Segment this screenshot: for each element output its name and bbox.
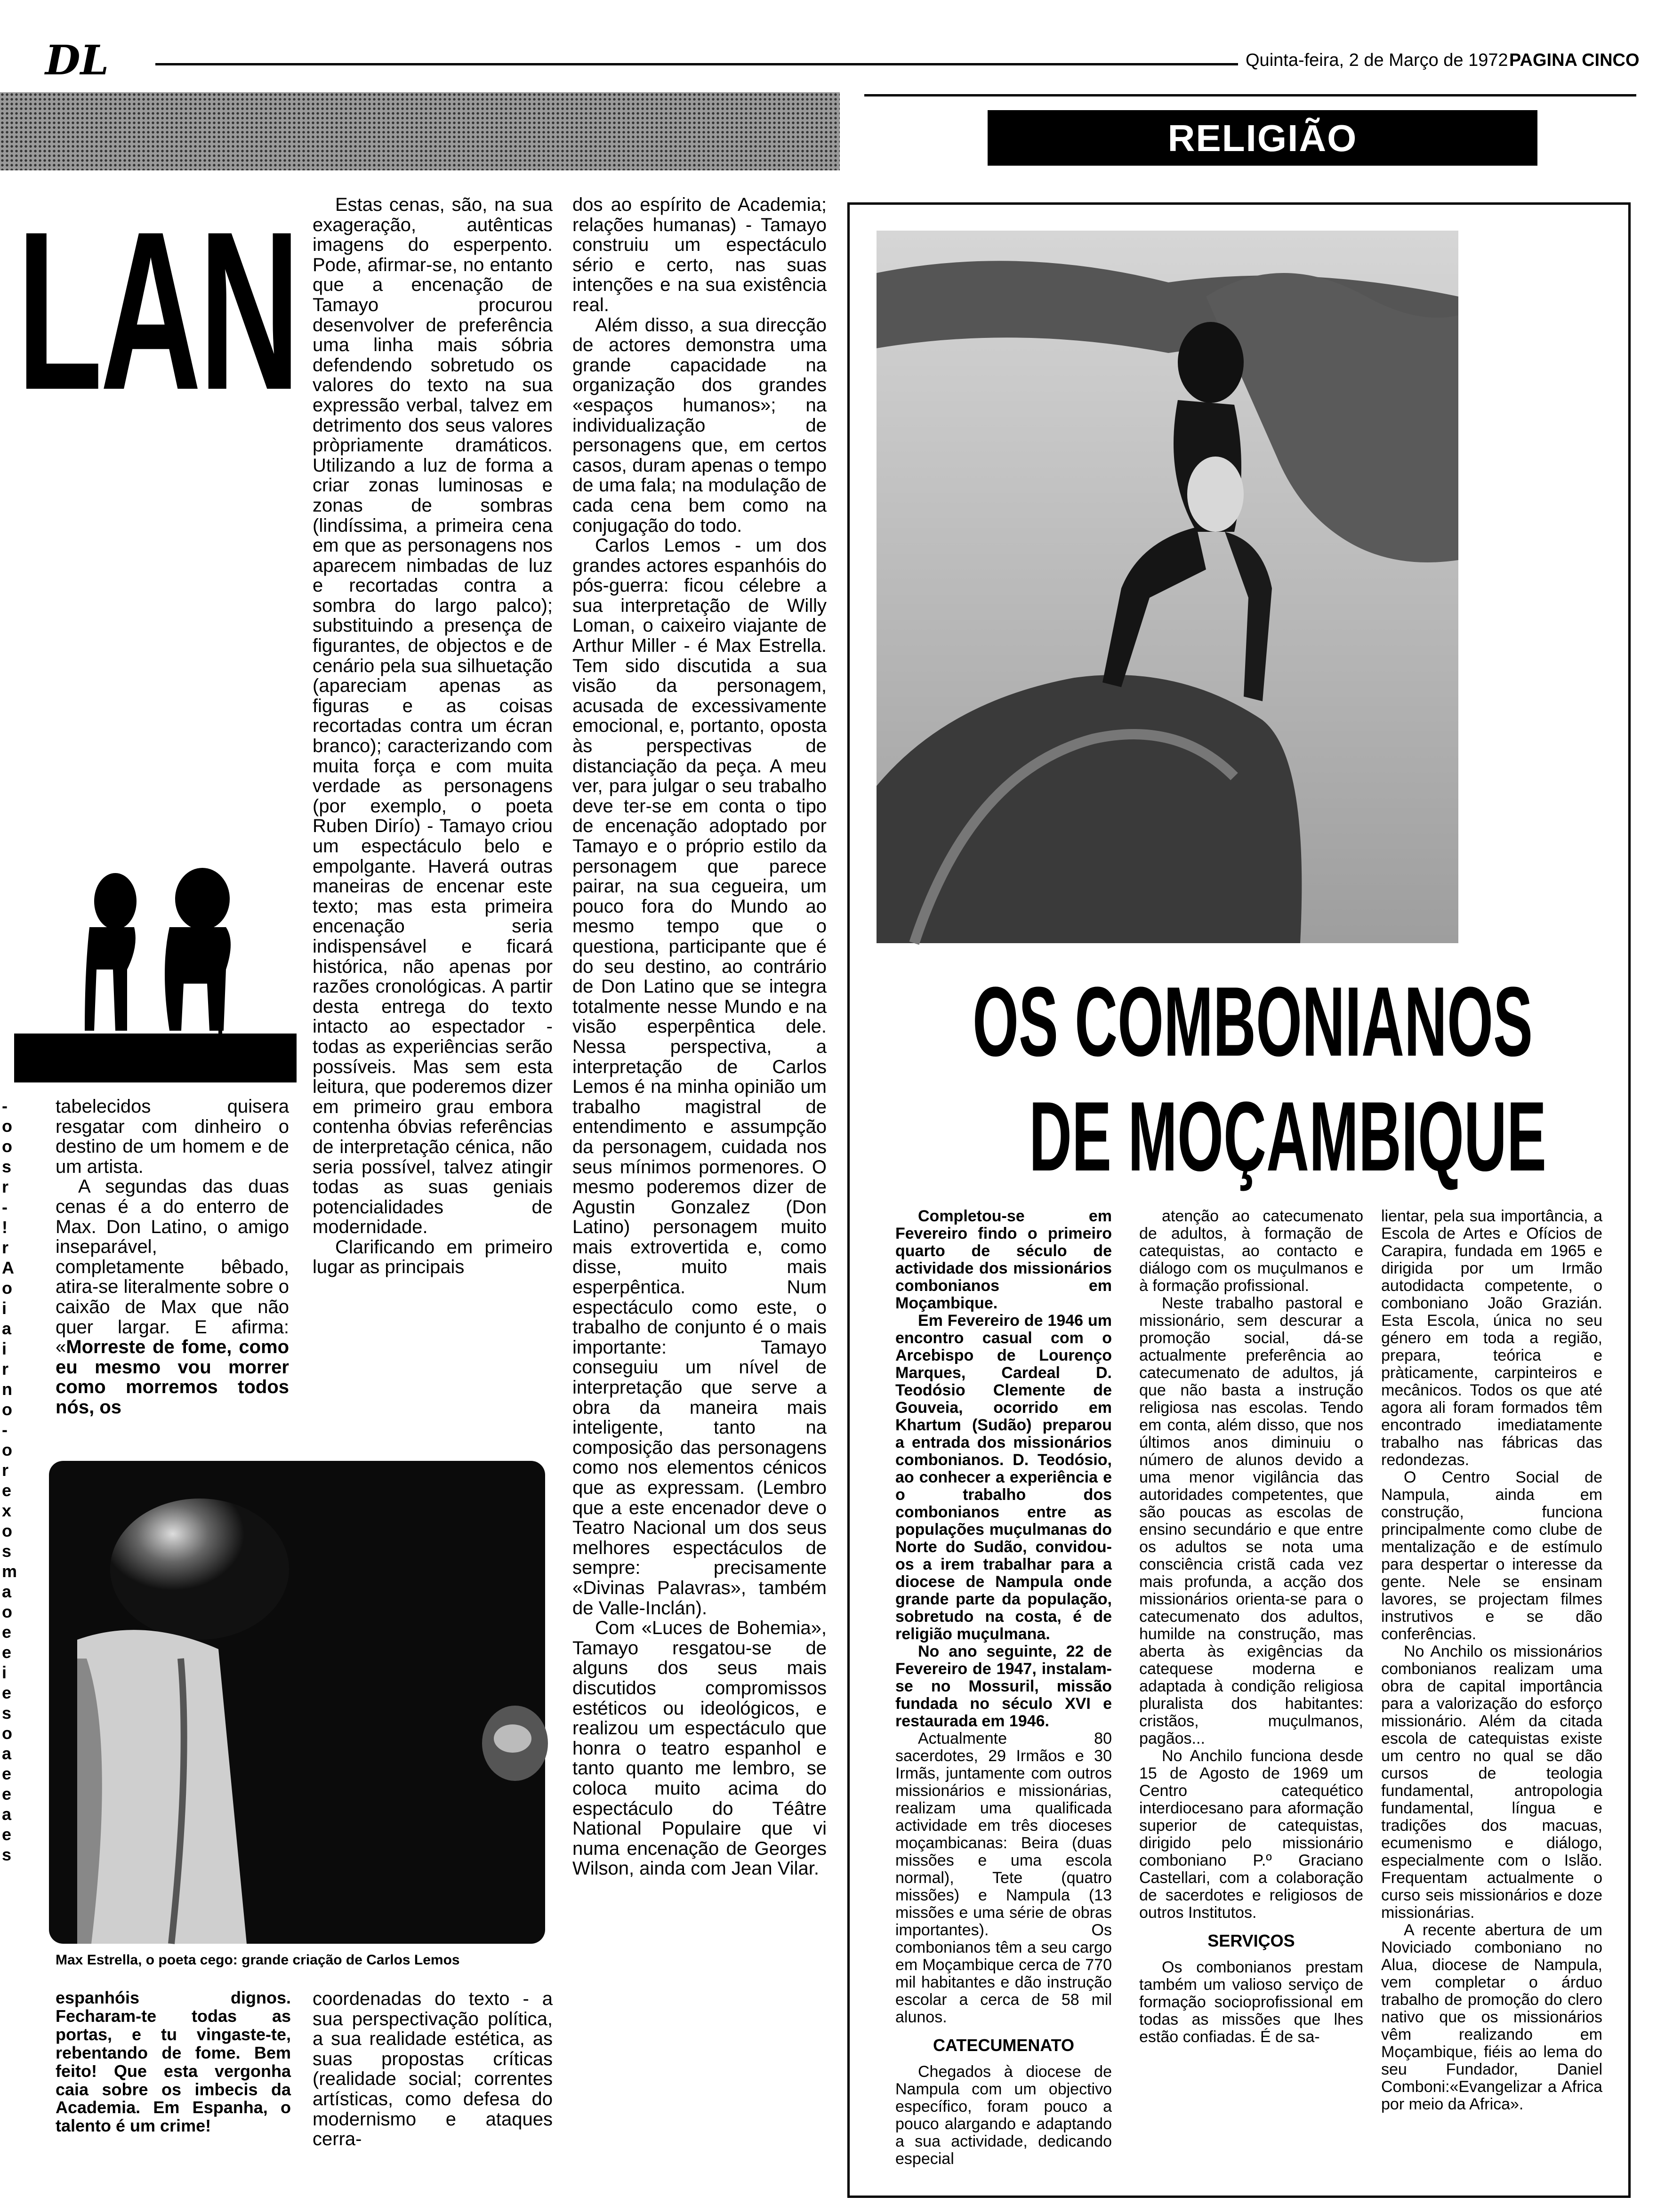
- left-col3-para-2: Além disso, a sua direcção de actores demonstra uma grande capacidade na organização dos grandes «espaços humanos»; na individualização de personagens que, em certos casos, duram apenas o tempo de uma fala; na modulação de cada cena bem como na conjugação do todo.: [572, 314, 827, 536]
- edge-fragment-char: a: [2, 1744, 12, 1763]
- right-col3-para-3: No Anchilo os missionários combonianos realizam uma obra de capital importância para a valorização do esforço missionário. Além da citada escola de catequistas existe um centro no qual se dão cursos de teologia fundamental, antropologia fundamental, língua e tradições dos macuas, ecumenismo e diálogo, especialmente com o Islão. Frequentam actualmente o curso seis missionários e doze missionárias.: [1381, 1643, 1602, 1922]
- edge-fragment-char: e: [2, 1764, 12, 1783]
- edge-fragment-char: s: [2, 1157, 12, 1176]
- edge-fragment-char: o: [2, 1400, 12, 1419]
- left-col1-para-2: A segundas das duas cenas é a do enterro de Max. Don Latino, o amigo inseparável, completamente bêbado, atira-se literalmente sobre o caixão de Max que não quer largar. E afirma: «Morreste de fome, como eu mesmo vou morrer como morremos todos nós, os: [56, 1176, 289, 1418]
- left-col2-bottom: coordenadas do texto - a sua perspectivação política, a sua realidade estética, as suas propostas críticas (realidade social; correntes artísticas, como defesa do modernismo e ataques cerra-: [313, 1988, 553, 2150]
- masthead-date: Quinta-feira, 2 de Março de 1972: [1246, 50, 1508, 70]
- edge-fragment-char: r: [2, 1460, 9, 1480]
- edge-fragment-char: o: [2, 1278, 12, 1298]
- edge-fragment-char: e: [2, 1481, 12, 1500]
- theatre-silhouette-photo: [14, 640, 297, 1082]
- left-col2-para-2: Clarificando em primeiro lugar as principais: [313, 1236, 553, 1278]
- edge-fragment-char: r: [2, 1359, 9, 1378]
- edge-fragment-char: -: [2, 1420, 8, 1439]
- left-col1-bottom: espanhóis dignos. Fecharam-te todas as portas, e tu vingaste-te, rebentando de fome. Bem feito! Que esta vergonha caia sobre os imbecis da Academia. Em Espanha, o talento é um crime!: [56, 1988, 291, 2136]
- left-col1-top: [56, 1097, 289, 1418]
- edge-fragment-char: !: [2, 1218, 8, 1237]
- right-col3-para-1: lientar, pela sua importância, a Escola de Artes e Ofícios de Carapira, fundada em 1965 e dirigida por um Irmão autodidacta competente, o comboniano João Grazián. Esta Escola, única no seu género em toda a região, prepara, teórica e pràticamente, carpinteiros e mecânicos. Todos os que até agora ali foram formados têm encontrado imediatamente trabalho nas fábricas das redondezas.: [1381, 1207, 1602, 1469]
- edge-fragment-char: s: [2, 1541, 12, 1561]
- actor-photo-caption: Max Estrella, o poeta cego: grande criação de Carlos Lemos: [56, 1952, 460, 1968]
- edge-fragment-char: -: [2, 1197, 8, 1217]
- boy-on-rock-photo: [877, 231, 1458, 943]
- section-title: RELIGIÃO: [1167, 117, 1358, 159]
- right-col2-para-3: No Anchilo funciona desde 15 de Agosto de 1969 um Centro catequético interdiocesano para aformação superior de catequistas, dirigido pelo missionário comboniano P.º Graciano Castellari, com a colaboração de sacerdotes e religiosos de outros Institutos.: [1139, 1747, 1363, 1922]
- headline-fragment: LAN: [17, 184, 298, 437]
- newspaper-logo: DL: [45, 37, 109, 84]
- actor-photo: [49, 1461, 545, 1944]
- edge-fragment-char: o: [2, 1440, 12, 1459]
- edge-fragment-char: s: [2, 1703, 12, 1723]
- edge-fragment-char: o: [2, 1116, 12, 1136]
- right-col3-para-4: A recente abertura de um Noviciado comboniano no Alua, diocese de Nampula, vem completar o árduo trabalho de promoção do clero nativo que os missionários vêm realizando em Moçambique, fiéis ao lema do seu Fundador, Daniel Comboni:«Evangelizar a Africa por meio da Africa».: [1381, 1921, 1602, 2113]
- right-col1-para-5: Chegados à diocese de Nampula com um objectivo específico, foram pouco a pouco alargando e adaptando a sua actividade, dedicando especial: [895, 2063, 1112, 2168]
- edge-fragment-char: e: [2, 1825, 12, 1844]
- right-col1-intro: Completou-se em Fevereiro findo o primeiro quarto de século de actividade dos missionários combonianos em Moçambique.: [895, 1207, 1112, 1312]
- edge-fragment-char: i: [2, 1298, 7, 1318]
- edge-fragment-char: x: [2, 1501, 12, 1520]
- left-col3-para-1: dos ao espírito de Academia; relações humanas) - Tamayo construiu um espectáculo sério e certo, nas suas intenções e na sua existência real.: [572, 194, 827, 315]
- left-col3: [572, 195, 827, 1879]
- edge-fragment-char: o: [2, 1521, 12, 1540]
- edge-fragment-char: o: [2, 1137, 12, 1156]
- edge-fragment-char: -: [2, 1096, 8, 1115]
- edge-fragment-char: o: [2, 1602, 12, 1621]
- edge-fragment-char: n: [2, 1379, 12, 1399]
- right-col2: [1139, 1208, 1363, 2046]
- masthead: [0, 0, 1657, 89]
- right-col2-para-1: atenção ao catecumenato de adultos, à formação de catequistas, ao contacto e diálogo com os muçulmanos e à formação profissional.: [1139, 1207, 1363, 1295]
- headline-line-2: DE MOÇAMBIQUE: [1029, 1081, 1546, 1192]
- right-col1-para-4: Actualmente 80 sacerdotes, 29 Irmãos e 30 Irmãs, juntamente com outros missionários e missionárias, realizam uma qualificada actividade em três dioceses moçambicanas: Beira (duas missões e uma escola normal), Tete (quatro missões) e Nampula (13 missões e uma série de obras importantes). Os combonianos têm a seu cargo em Moçambique cerca de 770 mil habitantes e dão instrução escolar a cerca de 58 mil alunos.: [895, 1730, 1112, 2026]
- right-col2-para-4: Os combonianos prestam também um valioso serviço de formação socioprofissional em todas as missões que lhes estão confiadas. É de sa-: [1139, 1958, 1363, 2046]
- edge-fragment-char: r: [2, 1177, 9, 1196]
- edge-fragment-char: a: [2, 1804, 12, 1824]
- left-col2: [313, 195, 553, 1277]
- right-col1-para-3: No ano seguinte, 22 de Fevereiro de 1947, instalam-se no Mossuril, missão fundada no século XVI e restaurada em 1946.: [895, 1643, 1112, 1730]
- edge-fragment-char: e: [2, 1683, 12, 1702]
- left-col3-para-3: Carlos Lemos - um dos grandes actores espanhóis do pós-guerra: ficou célebre a sua interpretação de Willy Loman, o caixeiro viajante de Arthur Miller - é Max Estrella. Tem sido discutida a sua visão da personagem, acusada de excessivamente emocional, e, portanto, oposta às perspectivas de distanciação da peça. A meu ver, para julgar o seu trabalho deve ter-se em conta o tipo de encenação adoptado por Tamayo e o próprio estilo da personagem que parece pairar, na sua cegueira, um pouco fora do Mundo ao mesmo tempo que o questiona, participante que é do seu destino, ao contrário de Don Latino que se integra totalmente nesse Mundo e na visão esperpêntica dele. Nessa perspectiva, a interpretação de Carlos Lemos é na minha opinião um trabalho magistral de entendimento e assumpção da personagem, cuidada nos seus mínimos pormenores. O mesmo poderemos dizer de Agustin Gonzalez (Don Latino) personagem muito mais extrovertida e, como disse, muito mais esperpêntica. Num espectáculo como este, o trabalho de conjunto é o mais importante: Tamayo conseguiu um nível de interpretação que serve a obra da maneira mais inteligente, tanto na composição das personagens como nos elementos cénicos que as expressam. (Lembro que a este encenador deve o Teatro Nacional um dos seus melhores espectáculos de sempre: precisamente «Divinas Palavras», também de Valle-Inclán).: [572, 535, 827, 1619]
- headline-line-1: OS COMBONIANOS: [973, 966, 1533, 1077]
- edge-fragment-char: o: [2, 1723, 12, 1743]
- right-col3: [1381, 1208, 1602, 2113]
- right-top-rule: [864, 94, 1636, 96]
- masthead-page: PAGINA CINCO: [1509, 50, 1640, 70]
- edge-fragment-char: i: [2, 1663, 7, 1682]
- edge-fragment-char: A: [2, 1258, 14, 1277]
- edge-fragment-char: i: [2, 1339, 7, 1358]
- right-col1-para-2: Em Fevereiro de 1946 um encontro casual com o Arcebispo de Lourenço Marques, Cardeal D. Teodósio Clemente de Gouveia, ocorrido em Khartum (Sudão) preparou a entrada dos missionários combonianos. D. Teodósio, ao conhecer a experiência e o trabalho dos combonianos entre as populações muçulmanas do Norte do Sudão, convidou-os a irem trabalhar para a diocese de Nampula onde grande parte da população, sobretudo na costa, é de religião muçulmana.: [895, 1312, 1112, 1643]
- edge-fragment-char: a: [2, 1319, 12, 1338]
- edge-fragment-char: r: [2, 1238, 9, 1257]
- right-col3-para-2: O Centro Social de Nampula, ainda em construção, funciona principalmente como clube de mentalização e de estímulo para despertar o interesse da gente. Nele se ensinam lavores, se projectam filmes instrutivos e se dão conferências.: [1381, 1468, 1602, 1643]
- masthead-rule: [155, 63, 1238, 65]
- edge-fragment-char: e: [2, 1622, 12, 1642]
- subhead-catecumenato: CATECUMENATO: [933, 2036, 1074, 2055]
- subhead-servicos: SERVIÇOS: [1207, 1931, 1295, 1950]
- right-col1: [895, 1208, 1112, 2168]
- left-edge-fragments: [0, 179, 17, 2193]
- edge-fragment-char: e: [2, 1784, 12, 1803]
- left-col3-para-4: Com «Luces de Bohemia», Tamayo resgatou-se de alguns dos seus mais discutidos compromissos estéticos ou ideológicos, e realizou um espectáculo que honra o teatro espanhol e tanto quanto me lembro, se coloca muito acima do espectáculo do Téâtre National Populaire que vi numa encenação de Georges Wilson, ainda com Jean Vilar.: [572, 1618, 827, 1879]
- right-col2-para-2: Neste trabalho pastoral e missionário, sem descurar a promoção social, dá-se actualmente preferência ao catecumenato de adultos, já que não basta a instrução religiosa nas escolas. Tendo em conta, além disso, que nos últimos anos diminuiu o número de alunos devido a uma menor vigilância das autoridades competentes, que são poucas as escolas de ensino secundário e que entre os adultos se nota uma consciência cristã cada vez mais profunda, a acção dos missionários orienta-se para o catecumenato dos adultos, humilde na construção, mas aberta às exigências da catequese moderna e adaptada à condição religiosa pluralista dos habitantes: cristãos, muçulmanos, pagãos...: [1139, 1294, 1363, 1747]
- edge-fragment-char: a: [2, 1582, 12, 1601]
- edge-fragment-char: s: [2, 1845, 12, 1864]
- edge-fragment-char: e: [2, 1643, 12, 1662]
- halftone-banner: [0, 92, 840, 170]
- edge-fragment-char: m: [2, 1562, 17, 1581]
- left-col1-para-1: tabelecidos quisera resgatar com dinheiro o destino de um homem e de um artista.: [56, 1096, 289, 1177]
- left-col2-para-1: Estas cenas, são, na sua exageração, autênticas imagens do esperpento. Pode, afirmar-se, no entanto que a encenação de Tamayo procurou desenvolver de preferência uma linha mais sóbria defendendo sobretudo os valores do texto na sua expressão verbal, talvez em detrimento dos seus valores pròpriamente dramáticos. Utilizando a luz de forma a criar zonas luminosas e zonas de sombras (lindíssima, a primeira cena em que as personagens nos aparecem nimbadas de luz e recortadas contra a sombra do largo palco); substituindo a presença de figurantes, de objectos e de cenário pela sua silhuetação (apareciam apenas as figuras e as coisas recortadas contra um écran branco); caracterizando com muita força e com muita verdade as personagens (por exemplo, o poeta Ruben Dirío) - Tamayo criou um espectáculo belo e empolgante. Haverá outras maneiras de encenar este texto; mas esta primeira encenação seria indispensável e ficará histórica, não apenas por razões cronológicas. A partir desta entrega do texto intacto ao espectador - todas as experiências serão possíveis. Mas sem esta leitura, que poderemos dizer em primeiro grau embora contenha óbvias referências de interpretação cénica, não seria possível, talvez atingir todas as suas geniais potencialidades de modernidade.: [313, 194, 553, 1238]
